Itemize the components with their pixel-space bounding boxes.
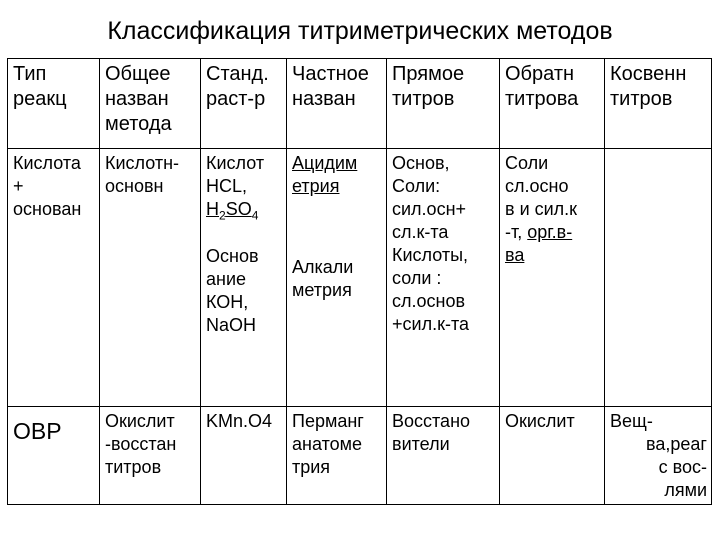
header-general-name: Общее назван метода [100,59,201,149]
page-title: Классификация титриметрических методов [107,17,613,45]
acid-base-type: Кислота + основан [8,149,100,407]
acid-base-direct-titration: Основ, Соли: сил.осн+ сл.к-та Кислоты, соли : сл.основ +сил.к-та [387,149,500,407]
acid-base-standard-solutions: Кислот HCL, $H_2SO_4$ Основ ание КОН, NaOH [201,149,287,407]
header-type: Тип реакц [8,59,100,149]
redox-type: ОВР [8,407,100,505]
header-indirect-titration: Косвенн титров [605,59,712,149]
redox-back-titration: Окислит [500,407,605,505]
acidimetry-label: Ацидим [292,153,358,173]
acid-base-back-titration: Соли сл.осно в и сил.к -т, орг.в- ва [500,149,605,407]
redox-indirect-titration: Вещ- ва,реаг с вос- лями [605,407,712,505]
redox-particular-name: Перманг анатоме трия [287,407,387,505]
redox-general-name: Окислит -восстан титров [100,407,201,505]
redox-direct-titration: Восстано вители [387,407,500,505]
header-row [8,59,712,149]
acid-base-indirect-titration [605,149,712,407]
acid-base-general-name: Кислотн- основн [100,149,201,407]
alkalimetry-label: Алкали [292,257,354,277]
classification-table [7,58,712,505]
h2so4-formula: $H_2SO_4$ [206,199,259,223]
header-standard-solution: Станд. раст-р [201,59,287,149]
header-particular-name: Частное назван [287,59,387,149]
redox-standard-solution: KMn.O4 [201,407,287,505]
redox-row [8,407,712,505]
header-direct-titration: Прямое титров [387,59,500,149]
acid-base-particular-names: Ацидим етрия Алкали метрия [287,149,387,407]
acid-base-row [8,149,712,407]
header-back-titration: Обратн титрова [500,59,605,149]
